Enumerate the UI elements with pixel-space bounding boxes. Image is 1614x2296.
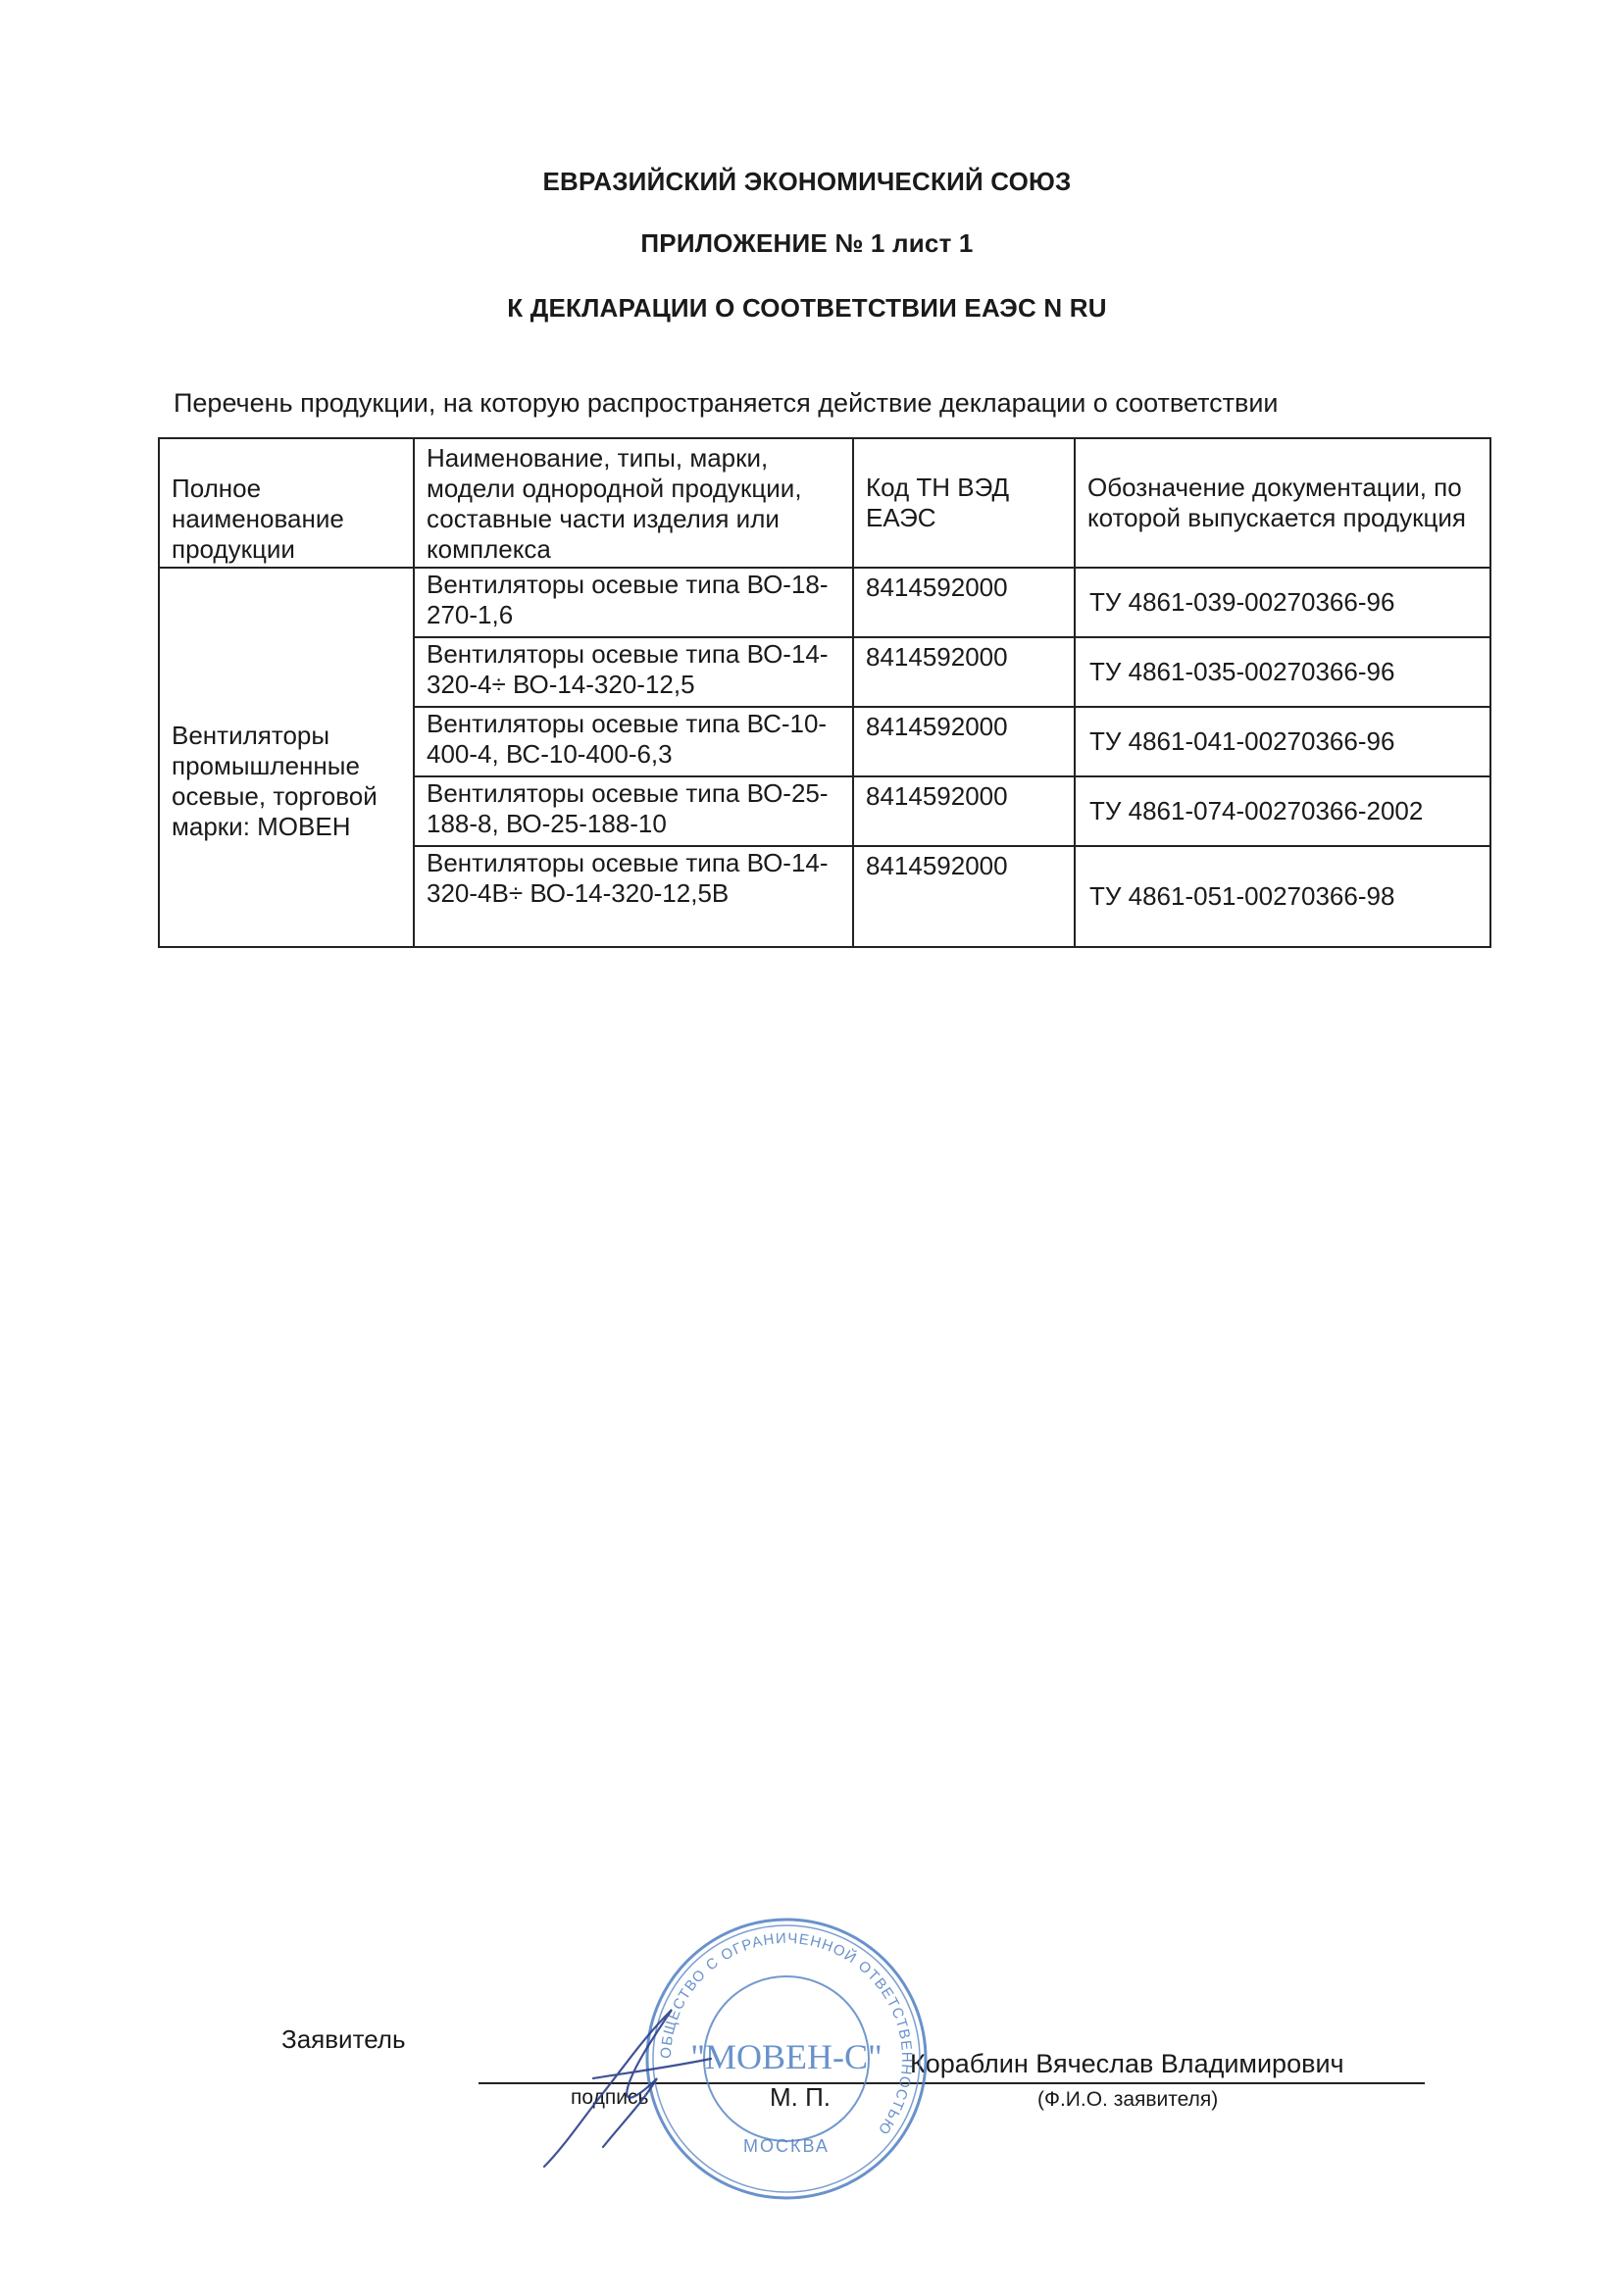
product-model-cell: Вентиляторы осевые типа ВО-14-320-4В÷ ВО-14-320-12,5В [414,846,853,947]
product-doc-cell: ТУ 4861-041-00270366-96 [1075,707,1490,776]
full-product-name-cell: Вентиляторы промышленные осевые, торговой марки: МОВЕН [159,568,414,947]
product-code-cell: 8414592000 [853,637,1075,707]
column-header-full-name: Полное наименование продукции [159,438,414,568]
seal-city: МОСКВА [743,2136,830,2156]
products-table [158,437,1491,948]
column-header-documentation: Обозначение документации, по которой выпускается продукция [1075,438,1490,568]
product-code-cell: 8414592000 [853,707,1075,776]
product-model-cell: Вентиляторы осевые типа ВО-14-320-4÷ ВО-14-320-12,5 [414,637,853,707]
signature-caption: подпись [571,2086,649,2109]
union-heading: ЕВРАЗИЙСКИЙ ЭКОНОМИЧЕСКИЙ СОЮЗ [542,167,1072,196]
table-row [159,568,1490,637]
column-header-model-name: Наименование, типы, марки, модели однородной продукции, составные части изделия или комплекса [414,438,853,568]
column-header-code: Код ТН ВЭД ЕАЭС [853,438,1075,568]
product-list-intro: Перечень продукции, на которую распространяется действие декларации о соответствии [174,388,1279,418]
applicant-label: Заявитель [281,2024,406,2054]
appendix-heading: ПРИЛОЖЕНИЕ № 1 лист 1 [640,228,974,258]
product-code-cell: 8414592000 [853,776,1075,846]
handwritten-signature [534,2000,731,2176]
table-header-row [159,438,1490,568]
product-doc-cell: ТУ 4861-039-00270366-96 [1075,568,1490,637]
seal-ring-text: ОБЩЕСТВО С ОГРАНИЧЕННОЙ ОТВЕТСТВЕННОСТЬЮ [657,1929,916,2138]
product-doc-cell: ТУ 4861-051-00270366-98 [1075,846,1490,947]
seal-company-name: "МОВЕН-С" [690,2037,883,2076]
product-doc-cell: ТУ 4861-074-00270366-2002 [1075,776,1490,846]
seal-caption: М. П. [770,2082,832,2112]
product-code-cell: 8414592000 [853,568,1075,637]
applicant-name-caption: (Ф.И.О. заявителя) [1037,2088,1219,2111]
product-doc-cell: ТУ 4861-035-00270366-96 [1075,637,1490,707]
product-model-cell: Вентиляторы осевые типа ВО-18-270-1,6 [414,568,853,637]
product-code-cell: 8414592000 [853,846,1075,947]
declaration-heading: К ДЕКЛАРАЦИИ О СООТВЕТСТВИИ ЕАЭС N RU [507,293,1107,323]
product-model-cell: Вентиляторы осевые типа ВС-10-400-4, ВС-10-400-6,3 [414,707,853,776]
applicant-name: Кораблин Вячеслав Владимирович [910,2049,1344,2078]
product-model-cell: Вентиляторы осевые типа ВО-25-188-8, ВО-25-188-10 [414,776,853,846]
